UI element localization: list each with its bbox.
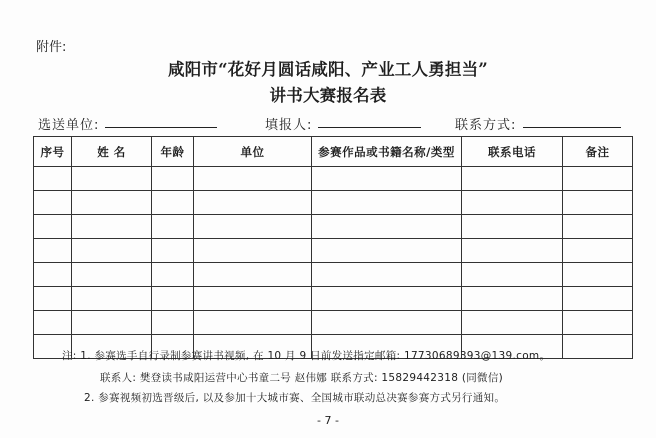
header-age: 年龄 xyxy=(152,137,194,167)
attachment-label: 附件: xyxy=(36,40,67,55)
table-cell[interactable] xyxy=(563,191,633,215)
table-cell[interactable] xyxy=(462,263,563,287)
table-cell[interactable] xyxy=(194,191,312,215)
submitting-unit-label: 选送单位: xyxy=(38,118,100,133)
table-cell[interactable] xyxy=(312,215,462,239)
table-cell[interactable] xyxy=(462,239,563,263)
note-line-3: 2. 参赛视频初选晋级后, 以及参加十大城市赛、全国城市联动总决赛参赛方式另行通知。 xyxy=(84,392,506,404)
table-cell[interactable] xyxy=(72,287,152,311)
table-cell[interactable] xyxy=(34,311,72,335)
table-cell[interactable] xyxy=(194,263,312,287)
header-work-title: 参赛作品或书籍名称/类型 xyxy=(312,137,462,167)
header-unit: 单位 xyxy=(194,137,312,167)
table-row xyxy=(34,287,633,311)
registration-table xyxy=(33,136,633,359)
table-cell[interactable] xyxy=(563,167,633,191)
table-cell[interactable] xyxy=(72,167,152,191)
table-cell[interactable] xyxy=(72,191,152,215)
table-cell[interactable] xyxy=(312,239,462,263)
table-cell[interactable] xyxy=(194,167,312,191)
table-cell[interactable] xyxy=(152,311,194,335)
table-cell[interactable] xyxy=(72,263,152,287)
table-cell[interactable] xyxy=(312,263,462,287)
table-cell[interactable] xyxy=(312,191,462,215)
filler-label: 填报人: xyxy=(265,118,313,133)
table-cell[interactable] xyxy=(152,263,194,287)
table-cell[interactable] xyxy=(152,239,194,263)
header-phone: 联系电话 xyxy=(462,137,563,167)
table-cell[interactable] xyxy=(194,311,312,335)
note-line-2: 联系人: 樊登读书咸阳运营中心书童二号 赵伟娜 联系方式: 15829442318 (同微信) xyxy=(100,372,504,384)
table-row xyxy=(34,239,633,263)
table-cell[interactable] xyxy=(34,167,72,191)
table-cell[interactable] xyxy=(563,311,633,335)
table-cell[interactable] xyxy=(194,239,312,263)
table-cell[interactable] xyxy=(462,191,563,215)
page-number: - 7 - xyxy=(317,414,339,427)
table-cell[interactable] xyxy=(563,239,633,263)
header-index: 序号 xyxy=(34,137,72,167)
contact-blank[interactable] xyxy=(523,127,621,128)
table-cell[interactable] xyxy=(72,215,152,239)
filler-blank[interactable] xyxy=(318,127,421,128)
header-remarks: 备注 xyxy=(563,137,633,167)
table-row xyxy=(34,215,633,239)
table-row xyxy=(34,311,633,335)
form-title-line2: 讲书大赛报名表 xyxy=(269,86,387,105)
table-row xyxy=(34,191,633,215)
table-body xyxy=(34,167,633,359)
header-name: 姓 名 xyxy=(72,137,152,167)
table-cell[interactable] xyxy=(34,215,72,239)
table-cell[interactable] xyxy=(312,167,462,191)
table-row xyxy=(34,263,633,287)
table-cell[interactable] xyxy=(34,263,72,287)
table-cell[interactable] xyxy=(462,287,563,311)
table-cell[interactable] xyxy=(152,215,194,239)
table-header-row xyxy=(34,137,633,167)
table-cell[interactable] xyxy=(152,287,194,311)
table-cell[interactable] xyxy=(194,215,312,239)
table-cell[interactable] xyxy=(72,239,152,263)
table-cell[interactable] xyxy=(462,311,563,335)
table-cell[interactable] xyxy=(563,263,633,287)
table-cell[interactable] xyxy=(194,287,312,311)
contact-label: 联系方式: xyxy=(455,118,517,133)
table-cell[interactable] xyxy=(563,287,633,311)
table-cell[interactable] xyxy=(462,167,563,191)
table-cell[interactable] xyxy=(34,239,72,263)
note-line-1: 注: 1. 参赛选手自行录制参赛讲书视频, 在 10 月 9 日前发送指定邮箱: 17730689393@139.com。 xyxy=(62,350,551,362)
table-cell[interactable] xyxy=(462,215,563,239)
table-cell[interactable] xyxy=(152,191,194,215)
table-row xyxy=(34,167,633,191)
table-cell[interactable] xyxy=(563,335,633,359)
table-cell[interactable] xyxy=(312,287,462,311)
table-cell[interactable] xyxy=(34,191,72,215)
table-cell[interactable] xyxy=(152,167,194,191)
table-cell[interactable] xyxy=(34,287,72,311)
submitting-unit-blank[interactable] xyxy=(105,127,217,128)
table-cell[interactable] xyxy=(563,215,633,239)
form-title-line1: 咸阳市“花好月圆话咸阳、产业工人勇担当” xyxy=(168,60,488,79)
table-cell[interactable] xyxy=(312,311,462,335)
table-cell[interactable] xyxy=(72,311,152,335)
